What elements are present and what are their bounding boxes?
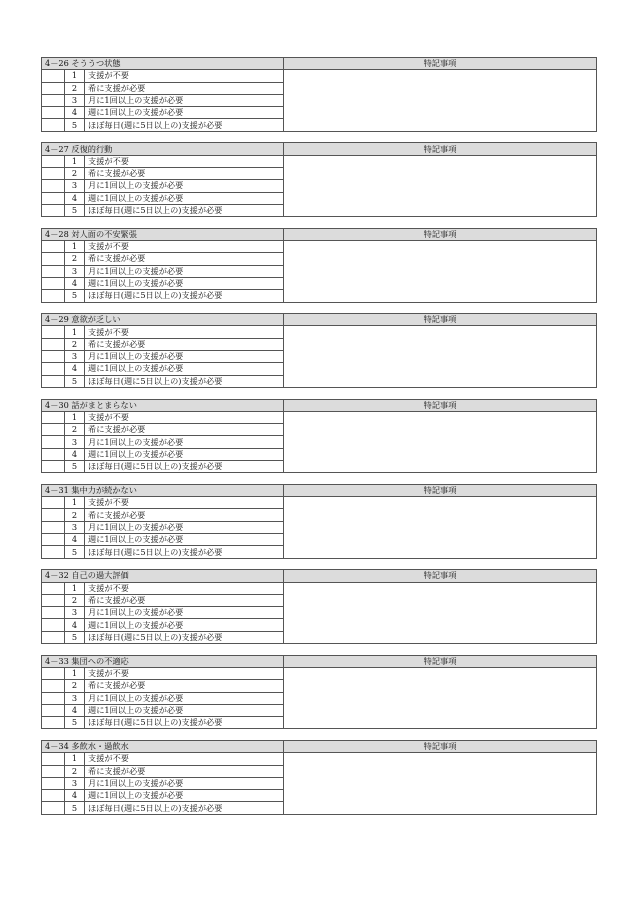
option-label: 希に支援が必要 — [85, 424, 284, 436]
option-check-cell[interactable] — [42, 546, 65, 558]
option-number: 5 — [65, 460, 85, 472]
option-number: 4 — [65, 363, 85, 375]
option-number: 4 — [65, 619, 85, 631]
option-check-cell[interactable] — [42, 155, 65, 167]
assessment-item — [41, 399, 597, 474]
option-label: 希に支援が必要 — [85, 594, 284, 606]
item-table — [41, 399, 597, 474]
notes-field[interactable] — [284, 70, 597, 131]
assessment-item — [41, 313, 597, 388]
option-number: 4 — [65, 790, 85, 802]
option-number: 2 — [65, 509, 85, 521]
notes-field[interactable] — [284, 411, 597, 472]
item-table — [41, 655, 597, 730]
option-label: 支援が不要 — [85, 155, 284, 167]
item-title: 4－29 意欲が乏しい — [42, 314, 284, 326]
item-header-row — [42, 314, 597, 326]
assessment-item — [41, 569, 597, 644]
option-check-cell[interactable] — [42, 82, 65, 94]
option-check-cell[interactable] — [42, 534, 65, 546]
option-number: 4 — [65, 448, 85, 460]
notes-field[interactable] — [284, 497, 597, 558]
option-number: 5 — [65, 631, 85, 643]
option-number: 4 — [65, 107, 85, 119]
option-number: 5 — [65, 546, 85, 558]
item-header-row — [42, 570, 597, 582]
option-label: 月に1回以上の支援が必要 — [85, 94, 284, 106]
option-label: ほぼ毎日(週に5日以上の)支援が必要 — [85, 204, 284, 216]
option-label: ほぼ毎日(週に5日以上の)支援が必要 — [85, 119, 284, 131]
option-number: 1 — [65, 753, 85, 765]
option-number: 3 — [65, 436, 85, 448]
option-check-cell[interactable] — [42, 338, 65, 350]
option-check-cell[interactable] — [42, 204, 65, 216]
option-check-cell[interactable] — [42, 290, 65, 302]
option-row[interactable] — [42, 326, 597, 338]
item-header-row — [42, 655, 597, 667]
option-label: 希に支援が必要 — [85, 680, 284, 692]
option-label: ほぼ毎日(週に5日以上の)支援が必要 — [85, 802, 284, 814]
option-row[interactable] — [42, 70, 597, 82]
option-label: 支援が不要 — [85, 753, 284, 765]
option-check-cell[interactable] — [42, 631, 65, 643]
option-check-cell[interactable] — [42, 411, 65, 423]
item-title: 4－32 自己の過大評価 — [42, 570, 284, 582]
option-number: 4 — [65, 534, 85, 546]
option-check-cell[interactable] — [42, 265, 65, 277]
assessment-item — [41, 655, 597, 730]
option-number: 1 — [65, 497, 85, 509]
option-check-cell[interactable] — [42, 692, 65, 704]
option-label: 週に1回以上の支援が必要 — [85, 363, 284, 375]
item-title: 4－27 反復的行動 — [42, 143, 284, 155]
option-number: 2 — [65, 82, 85, 94]
option-number: 1 — [65, 411, 85, 423]
option-number: 1 — [65, 326, 85, 338]
option-check-cell[interactable] — [42, 619, 65, 631]
option-check-cell[interactable] — [42, 107, 65, 119]
option-number: 3 — [65, 94, 85, 106]
option-label: ほぼ毎日(週に5日以上の)支援が必要 — [85, 375, 284, 387]
option-label: 希に支援が必要 — [85, 253, 284, 265]
item-title: 4－26 そううつ状態 — [42, 58, 284, 70]
item-table — [41, 57, 597, 132]
notes-header: 特記事項 — [284, 741, 597, 753]
option-label: 週に1回以上の支援が必要 — [85, 192, 284, 204]
notes-field[interactable] — [284, 241, 597, 302]
item-table — [41, 313, 597, 388]
option-check-cell[interactable] — [42, 351, 65, 363]
option-check-cell[interactable] — [42, 277, 65, 289]
option-row[interactable] — [42, 753, 597, 765]
option-label: 支援が不要 — [85, 667, 284, 679]
option-number: 5 — [65, 802, 85, 814]
option-number: 1 — [65, 582, 85, 594]
notes-header: 特記事項 — [284, 58, 597, 70]
option-label: 希に支援が必要 — [85, 167, 284, 179]
option-check-cell[interactable] — [42, 119, 65, 131]
option-check-cell[interactable] — [42, 765, 65, 777]
item-title: 4－30 話がまとまらない — [42, 399, 284, 411]
assessment-item — [41, 142, 597, 217]
option-check-cell[interactable] — [42, 802, 65, 814]
option-label: ほぼ毎日(週に5日以上の)支援が必要 — [85, 546, 284, 558]
option-number: 1 — [65, 70, 85, 82]
option-label: 月に1回以上の支援が必要 — [85, 265, 284, 277]
option-label: 月に1回以上の支援が必要 — [85, 607, 284, 619]
option-label: ほぼ毎日(週に5日以上の)支援が必要 — [85, 290, 284, 302]
option-label: ほぼ毎日(週に5日以上の)支援が必要 — [85, 631, 284, 643]
item-header-row — [42, 58, 597, 70]
option-row[interactable] — [42, 582, 597, 594]
assessment-item — [41, 484, 597, 559]
item-table — [41, 569, 597, 644]
option-number: 1 — [65, 667, 85, 679]
option-number: 3 — [65, 265, 85, 277]
option-label: 支援が不要 — [85, 497, 284, 509]
option-number: 3 — [65, 777, 85, 789]
option-number: 2 — [65, 765, 85, 777]
item-header-row — [42, 228, 597, 240]
notes-header: 特記事項 — [284, 655, 597, 667]
option-label: 週に1回以上の支援が必要 — [85, 790, 284, 802]
option-check-cell[interactable] — [42, 790, 65, 802]
option-check-cell[interactable] — [42, 594, 65, 606]
option-label: 月に1回以上の支援が必要 — [85, 351, 284, 363]
option-label: 月に1回以上の支援が必要 — [85, 180, 284, 192]
option-check-cell[interactable] — [42, 70, 65, 82]
option-number: 5 — [65, 290, 85, 302]
option-number: 2 — [65, 424, 85, 436]
option-label: ほぼ毎日(週に5日以上の)支援が必要 — [85, 717, 284, 729]
option-number: 3 — [65, 692, 85, 704]
option-check-cell[interactable] — [42, 460, 65, 472]
option-check-cell[interactable] — [42, 509, 65, 521]
notes-header: 特記事項 — [284, 314, 597, 326]
option-label: 週に1回以上の支援が必要 — [85, 107, 284, 119]
notes-field[interactable] — [284, 582, 597, 643]
option-number: 5 — [65, 119, 85, 131]
option-label: ほぼ毎日(週に5日以上の)支援が必要 — [85, 460, 284, 472]
option-label: 週に1回以上の支援が必要 — [85, 704, 284, 716]
notes-header: 特記事項 — [284, 570, 597, 582]
item-title: 4－33 集団への不適応 — [42, 655, 284, 667]
option-check-cell[interactable] — [42, 94, 65, 106]
option-check-cell[interactable] — [42, 680, 65, 692]
option-check-cell[interactable] — [42, 704, 65, 716]
option-number: 2 — [65, 594, 85, 606]
notes-header: 特記事項 — [284, 228, 597, 240]
option-check-cell[interactable] — [42, 607, 65, 619]
option-label: 希に支援が必要 — [85, 82, 284, 94]
item-table — [41, 484, 597, 559]
option-row[interactable] — [42, 497, 597, 509]
item-table — [41, 142, 597, 217]
option-row[interactable] — [42, 667, 597, 679]
option-number: 2 — [65, 338, 85, 350]
option-check-cell[interactable] — [42, 375, 65, 387]
item-header-row — [42, 143, 597, 155]
assessment-item — [41, 228, 597, 303]
option-row[interactable] — [42, 241, 597, 253]
option-label: 週に1回以上の支援が必要 — [85, 619, 284, 631]
option-label: 支援が不要 — [85, 582, 284, 594]
item-header-row — [42, 741, 597, 753]
option-number: 4 — [65, 192, 85, 204]
option-label: 支援が不要 — [85, 326, 284, 338]
notes-header: 特記事項 — [284, 484, 597, 496]
option-number: 3 — [65, 521, 85, 533]
notes-header: 特記事項 — [284, 143, 597, 155]
option-row[interactable] — [42, 155, 597, 167]
option-number: 2 — [65, 680, 85, 692]
option-number: 5 — [65, 204, 85, 216]
option-label: 週に1回以上の支援が必要 — [85, 448, 284, 460]
option-check-cell[interactable] — [42, 497, 65, 509]
option-label: 月に1回以上の支援が必要 — [85, 777, 284, 789]
notes-header: 特記事項 — [284, 399, 597, 411]
option-label: 月に1回以上の支援が必要 — [85, 436, 284, 448]
option-label: 月に1回以上の支援が必要 — [85, 521, 284, 533]
option-number: 5 — [65, 375, 85, 387]
item-title: 4－28 対人面の不安緊張 — [42, 228, 284, 240]
option-number: 3 — [65, 607, 85, 619]
notes-field[interactable] — [284, 326, 597, 387]
option-check-cell[interactable] — [42, 424, 65, 436]
option-number: 1 — [65, 155, 85, 167]
option-number: 1 — [65, 241, 85, 253]
option-number: 2 — [65, 167, 85, 179]
option-check-cell[interactable] — [42, 253, 65, 265]
assessment-item — [41, 57, 597, 132]
option-check-cell[interactable] — [42, 436, 65, 448]
item-table — [41, 228, 597, 303]
option-check-cell[interactable] — [42, 777, 65, 789]
option-label: 支援が不要 — [85, 411, 284, 423]
option-number: 2 — [65, 253, 85, 265]
option-check-cell[interactable] — [42, 448, 65, 460]
option-label: 希に支援が必要 — [85, 509, 284, 521]
option-number: 3 — [65, 351, 85, 363]
option-label: 週に1回以上の支援が必要 — [85, 277, 284, 289]
option-label: 支援が不要 — [85, 70, 284, 82]
option-check-cell[interactable] — [42, 192, 65, 204]
notes-field[interactable] — [284, 155, 597, 216]
option-check-cell[interactable] — [42, 753, 65, 765]
option-row[interactable] — [42, 411, 597, 423]
option-check-cell[interactable] — [42, 326, 65, 338]
option-check-cell[interactable] — [42, 180, 65, 192]
assessment-item — [41, 740, 597, 815]
option-check-cell[interactable] — [42, 241, 65, 253]
option-label: 月に1回以上の支援が必要 — [85, 692, 284, 704]
option-check-cell[interactable] — [42, 363, 65, 375]
option-number: 5 — [65, 717, 85, 729]
item-header-row — [42, 399, 597, 411]
item-title: 4－34 多飲水・過飲水 — [42, 741, 284, 753]
item-table — [41, 740, 597, 815]
assessment-sheet — [41, 57, 597, 825]
option-label: 支援が不要 — [85, 241, 284, 253]
item-title: 4－31 集中力が続かない — [42, 484, 284, 496]
option-check-cell[interactable] — [42, 521, 65, 533]
option-label: 週に1回以上の支援が必要 — [85, 534, 284, 546]
notes-field[interactable] — [284, 667, 597, 728]
option-label: 希に支援が必要 — [85, 338, 284, 350]
option-number: 4 — [65, 704, 85, 716]
option-number: 3 — [65, 180, 85, 192]
option-check-cell[interactable] — [42, 167, 65, 179]
option-check-cell[interactable] — [42, 582, 65, 594]
item-header-row — [42, 484, 597, 496]
option-label: 希に支援が必要 — [85, 765, 284, 777]
option-check-cell[interactable] — [42, 717, 65, 729]
notes-field[interactable] — [284, 753, 597, 814]
option-check-cell[interactable] — [42, 667, 65, 679]
option-number: 4 — [65, 277, 85, 289]
